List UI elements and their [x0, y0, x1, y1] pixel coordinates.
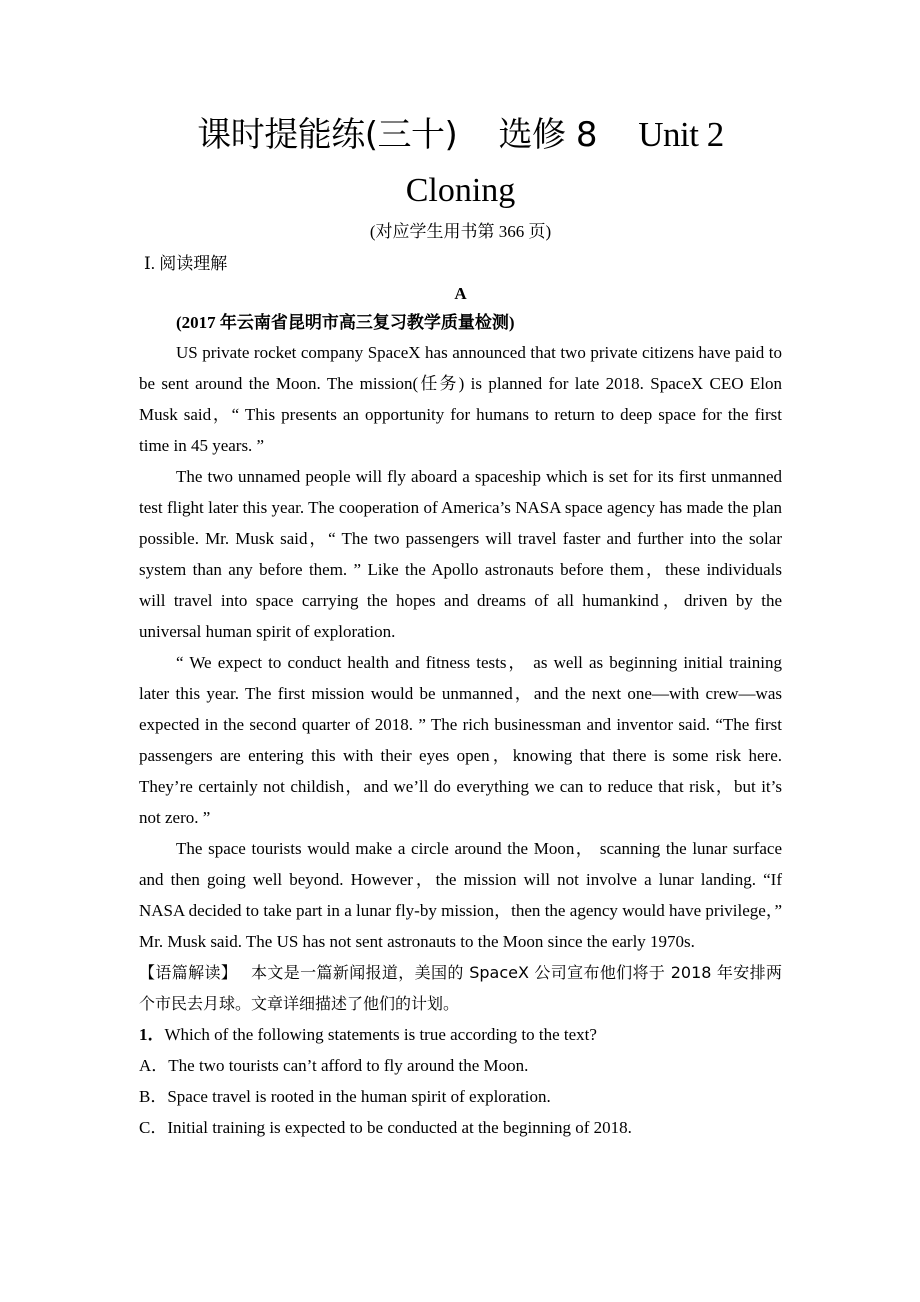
passage-source: (2017 年云南省昆明市高三复习教学质量检测) — [176, 313, 515, 332]
passage-label: A — [454, 284, 467, 303]
option-text: Initial training is expected to be conducted at the beginning of 2018. — [167, 1118, 632, 1137]
option-letter: A． — [139, 1056, 169, 1075]
question-text: Which of the following statements is true according to the text? — [164, 1025, 597, 1044]
title-lesson: 课时提能练(三十) — [197, 115, 458, 155]
analysis-text: 本文是一篇新闻报道，美国的 SpaceX 公司宣布他们将于 2018 年安排两个市民去月球。文章详细描述了他们的计划。 — [139, 963, 782, 1013]
option-a — [139, 1050, 782, 1081]
option-letter: B． — [139, 1087, 168, 1106]
question-stem — [139, 1019, 782, 1050]
option-text: The two tourists can’t afford to fly around the Moon. — [168, 1056, 529, 1075]
title-unit: Unit 2 — [638, 115, 724, 154]
unit-subtitle: Cloning — [405, 172, 516, 209]
page-reference: (对应学生用书第 366 页) — [369, 222, 552, 241]
section-heading: Ⅰ. 阅读理解 — [144, 254, 228, 273]
passage-paragraph-2: The two unnamed people will fly aboard a spaceship which is set for its first unmanned test flight later this year. The cooperation of America’s NASA space agency has made the plan possible. Mr. Musk said，“ The two passengers will travel faster and further into the solar system than any before them. ” Like the Apollo astronauts before them，these individuals will travel into space carrying the hopes and dreams of all humankind，driven by the universal human spirit of exploration. — [139, 467, 782, 641]
passage-paragraph-3: “ We expect to conduct health and fitness tests， as well as beginning initial training later this year. The first mission would be unmanned，and the next one—with crew—was expected in the second quarter of 2018. ” The rich businessman and inventor said. “The first passengers are entering this with their eyes open，knowing that there is some risk here. They’re certainly not childish，and we’ll do everything we can to reduce that risk，but it’s not zero. ” — [139, 653, 782, 827]
passage-body — [139, 337, 782, 1143]
option-letter: C． — [139, 1118, 168, 1137]
passage-paragraph-1: US private rocket company SpaceX has announced that two private citizens have paid to be sent around the Moon. The mission(任务) is planned for late 2018. SpaceX CEO Elon Musk said，“ This presents an opportunity for humans to return to deep space for the first time in 45 years. ” — [139, 343, 782, 455]
option-b — [139, 1081, 782, 1112]
analysis-note — [139, 957, 782, 1019]
question-1 — [139, 1019, 782, 1143]
analysis-tag: 【语篇解读】 — [139, 963, 238, 982]
option-c — [139, 1112, 782, 1143]
page-title — [139, 110, 782, 160]
passage-paragraph-4: The space tourists would make a circle around the Moon， scanning the lunar surface and then going well beyond. However，the mission will not involve a lunar landing. “If NASA decided to take part in a lunar fly-by mission，then the agency would have privilege，” Mr. Musk said. The US has not sent astronauts to the Moon since the early 1970s. — [139, 839, 782, 951]
title-elective: 选修 8 — [498, 115, 597, 155]
option-text: Space travel is rooted in the human spirit of exploration. — [167, 1087, 551, 1106]
question-number: 1． — [139, 1025, 165, 1044]
